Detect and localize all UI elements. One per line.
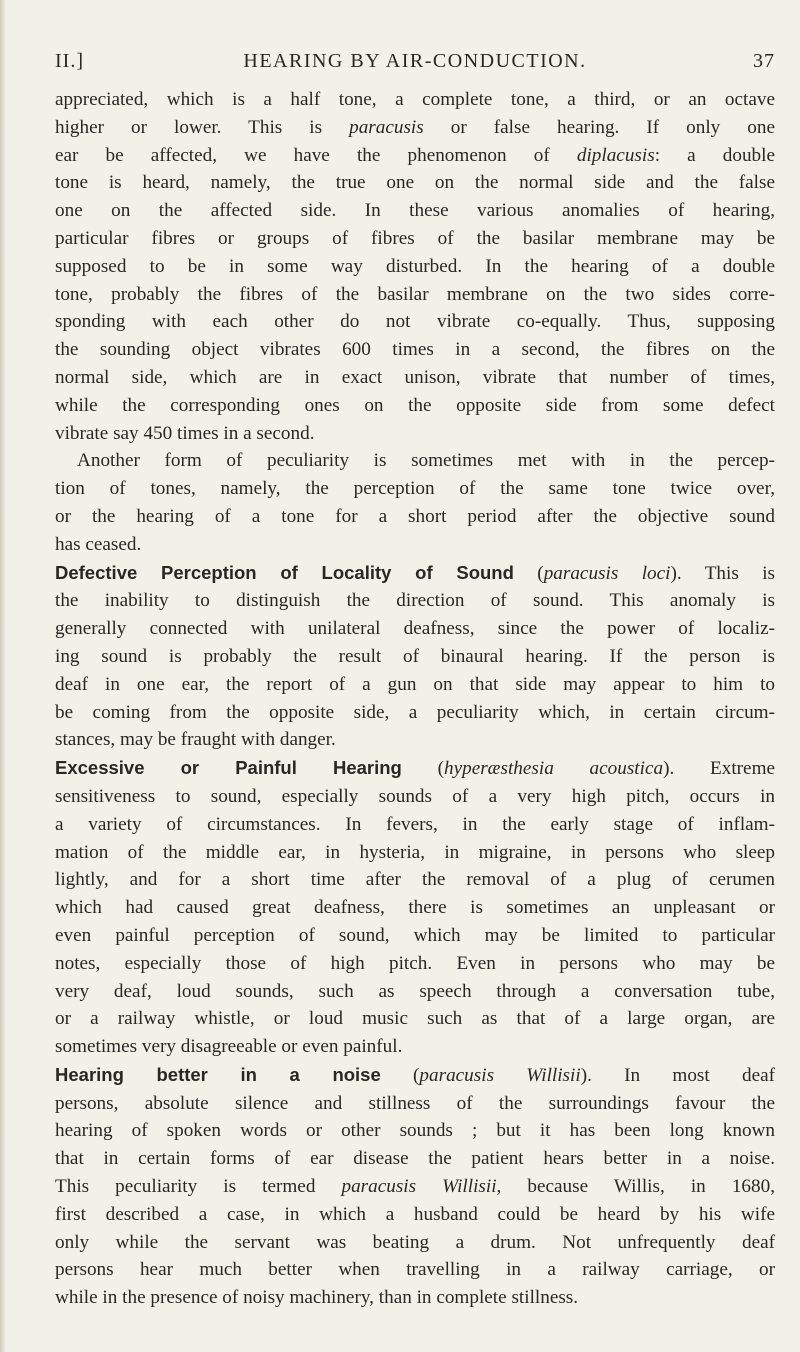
text-line: ing sound is probably the result of binaural hearing. If the person is — [55, 645, 775, 667]
text-line: sometimes very disagreeable or even painful. — [55, 1036, 403, 1058]
chapter-marker: II.] — [55, 50, 84, 72]
text-line: tone is heard, namely, the true one on the normal side and the false — [55, 172, 775, 194]
text-line: first described a case, in which a husband could be heard by his wife — [55, 1203, 775, 1225]
text-line: only while the servant was beating a drum. Not unfrequently deaf — [55, 1231, 775, 1253]
text-line: sponding with each other do not vibrate co-equally. Thus, supposing — [55, 311, 775, 333]
text-line: supposed to be in some way disturbed. In the hearing of a double — [55, 255, 775, 277]
text-line: be coming from the opposite side, a peculiarity which, in certain circum- — [55, 701, 775, 723]
text-line: the inability to distinguish the direction of sound. This anomaly is — [55, 590, 775, 612]
text-line: while the corresponding ones on the opposite side from some defect — [55, 394, 775, 416]
text-line: one on the affected side. In these various anomalies of hearing, — [55, 200, 775, 222]
text-line: while in the presence of noisy machinery, than in complete stillness. — [55, 1287, 579, 1309]
page-number: 37 — [753, 50, 775, 72]
paragraph-start: Another form of peculiarity is sometimes met with in the percep- — [77, 450, 775, 472]
text-line: even painful perception of sound, which may be limited to particular — [55, 924, 775, 946]
text-line: very deaf, loud sounds, such as speech through a conversation tube, — [55, 980, 775, 1002]
text-line: deaf in one ear, the report of a gun on that side may appear to him to — [55, 673, 775, 695]
text-line: the sounding object vibrates 600 times in a second, the fibres on the — [55, 339, 775, 361]
text-line: persons, absolute silence and stillness of the surroundings favour the — [55, 1092, 775, 1114]
text-line: a variety of circumstances. In fevers, in the early stage of inflam- — [55, 813, 775, 835]
section-heading-excessive: Excessive or Painful Hearing (hyperæsthesia acoustica). Extreme — [55, 757, 776, 780]
text-line: tion of tones, namely, the perception of the same tone twice over, — [55, 478, 775, 500]
heading-text: Excessive or Painful Hearing — [55, 757, 402, 779]
page-gutter-shadow — [0, 0, 6, 1352]
text-line: higher or lower. This is paracusis or false hearing. If only one — [55, 116, 775, 138]
text-line: sensitiveness to sound, especially sounds of a very high pitch, occurs in — [55, 785, 775, 807]
book-page — [55, 50, 775, 1312]
text-line: persons hear much better when travelling in a railway carriage, or — [55, 1259, 775, 1281]
heading-text: Defective Perception of Locality of Sound — [55, 561, 514, 583]
text-line: hearing of spoken words or other sounds ; but it has been long known — [55, 1120, 775, 1142]
text-line: appreciated, which is a half tone, a complete tone, a third, or an octave — [55, 89, 775, 110]
section-heading-locality: Defective Perception of Locality of Sound (paracusis loci). This is — [55, 561, 776, 584]
text-line: or the hearing of a tone for a short period after the objective sound — [55, 505, 775, 527]
text-line: This peculiarity is termed paracusis Willisii, because Willis, in 1680, — [55, 1176, 775, 1198]
text-line: notes, especially those of high pitch. Even in persons who may be — [55, 952, 775, 974]
page-body — [55, 86, 775, 1312]
running-head — [55, 50, 775, 80]
text-line: generally connected with unilateral deafness, since the power of localiz- — [55, 618, 775, 640]
text-line: stances, may be fraught with danger. — [55, 729, 336, 751]
section-heading-noise: Hearing better in a noise (paracusis Willisii). In most deaf — [55, 1063, 775, 1086]
heading-text: Hearing better in a noise — [55, 1063, 381, 1085]
text-line: that in certain forms of ear disease the patient hears better in a noise. — [55, 1148, 775, 1170]
text-line: normal side, which are in exact unison, vibrate that number of times, — [55, 366, 775, 388]
text-line: vibrate say 450 times in a second. — [55, 422, 315, 444]
running-title: HEARING BY AIR-CONDUCTION. — [243, 50, 587, 72]
text-line: which had caused great deafness, there is sometimes an unpleasant or — [55, 897, 775, 919]
text-line: ear be affected, we have the phenomenon of diplacusis: a double — [55, 144, 775, 166]
text-line: or a railway whistle, or loud music such as that of a large organ, are — [55, 1008, 775, 1030]
text-line: mation of the middle ear, in hysteria, in migraine, in persons who sleep — [55, 841, 775, 863]
text-line: has ceased. — [55, 533, 142, 555]
text-line: particular fibres or groups of fibres of the basilar membrane may be — [55, 227, 775, 249]
text-line: lightly, and for a short time after the removal of a plug of cerumen — [55, 869, 775, 891]
text-line: tone, probably the fibres of the basilar membrane on the two sides corre- — [55, 283, 775, 305]
